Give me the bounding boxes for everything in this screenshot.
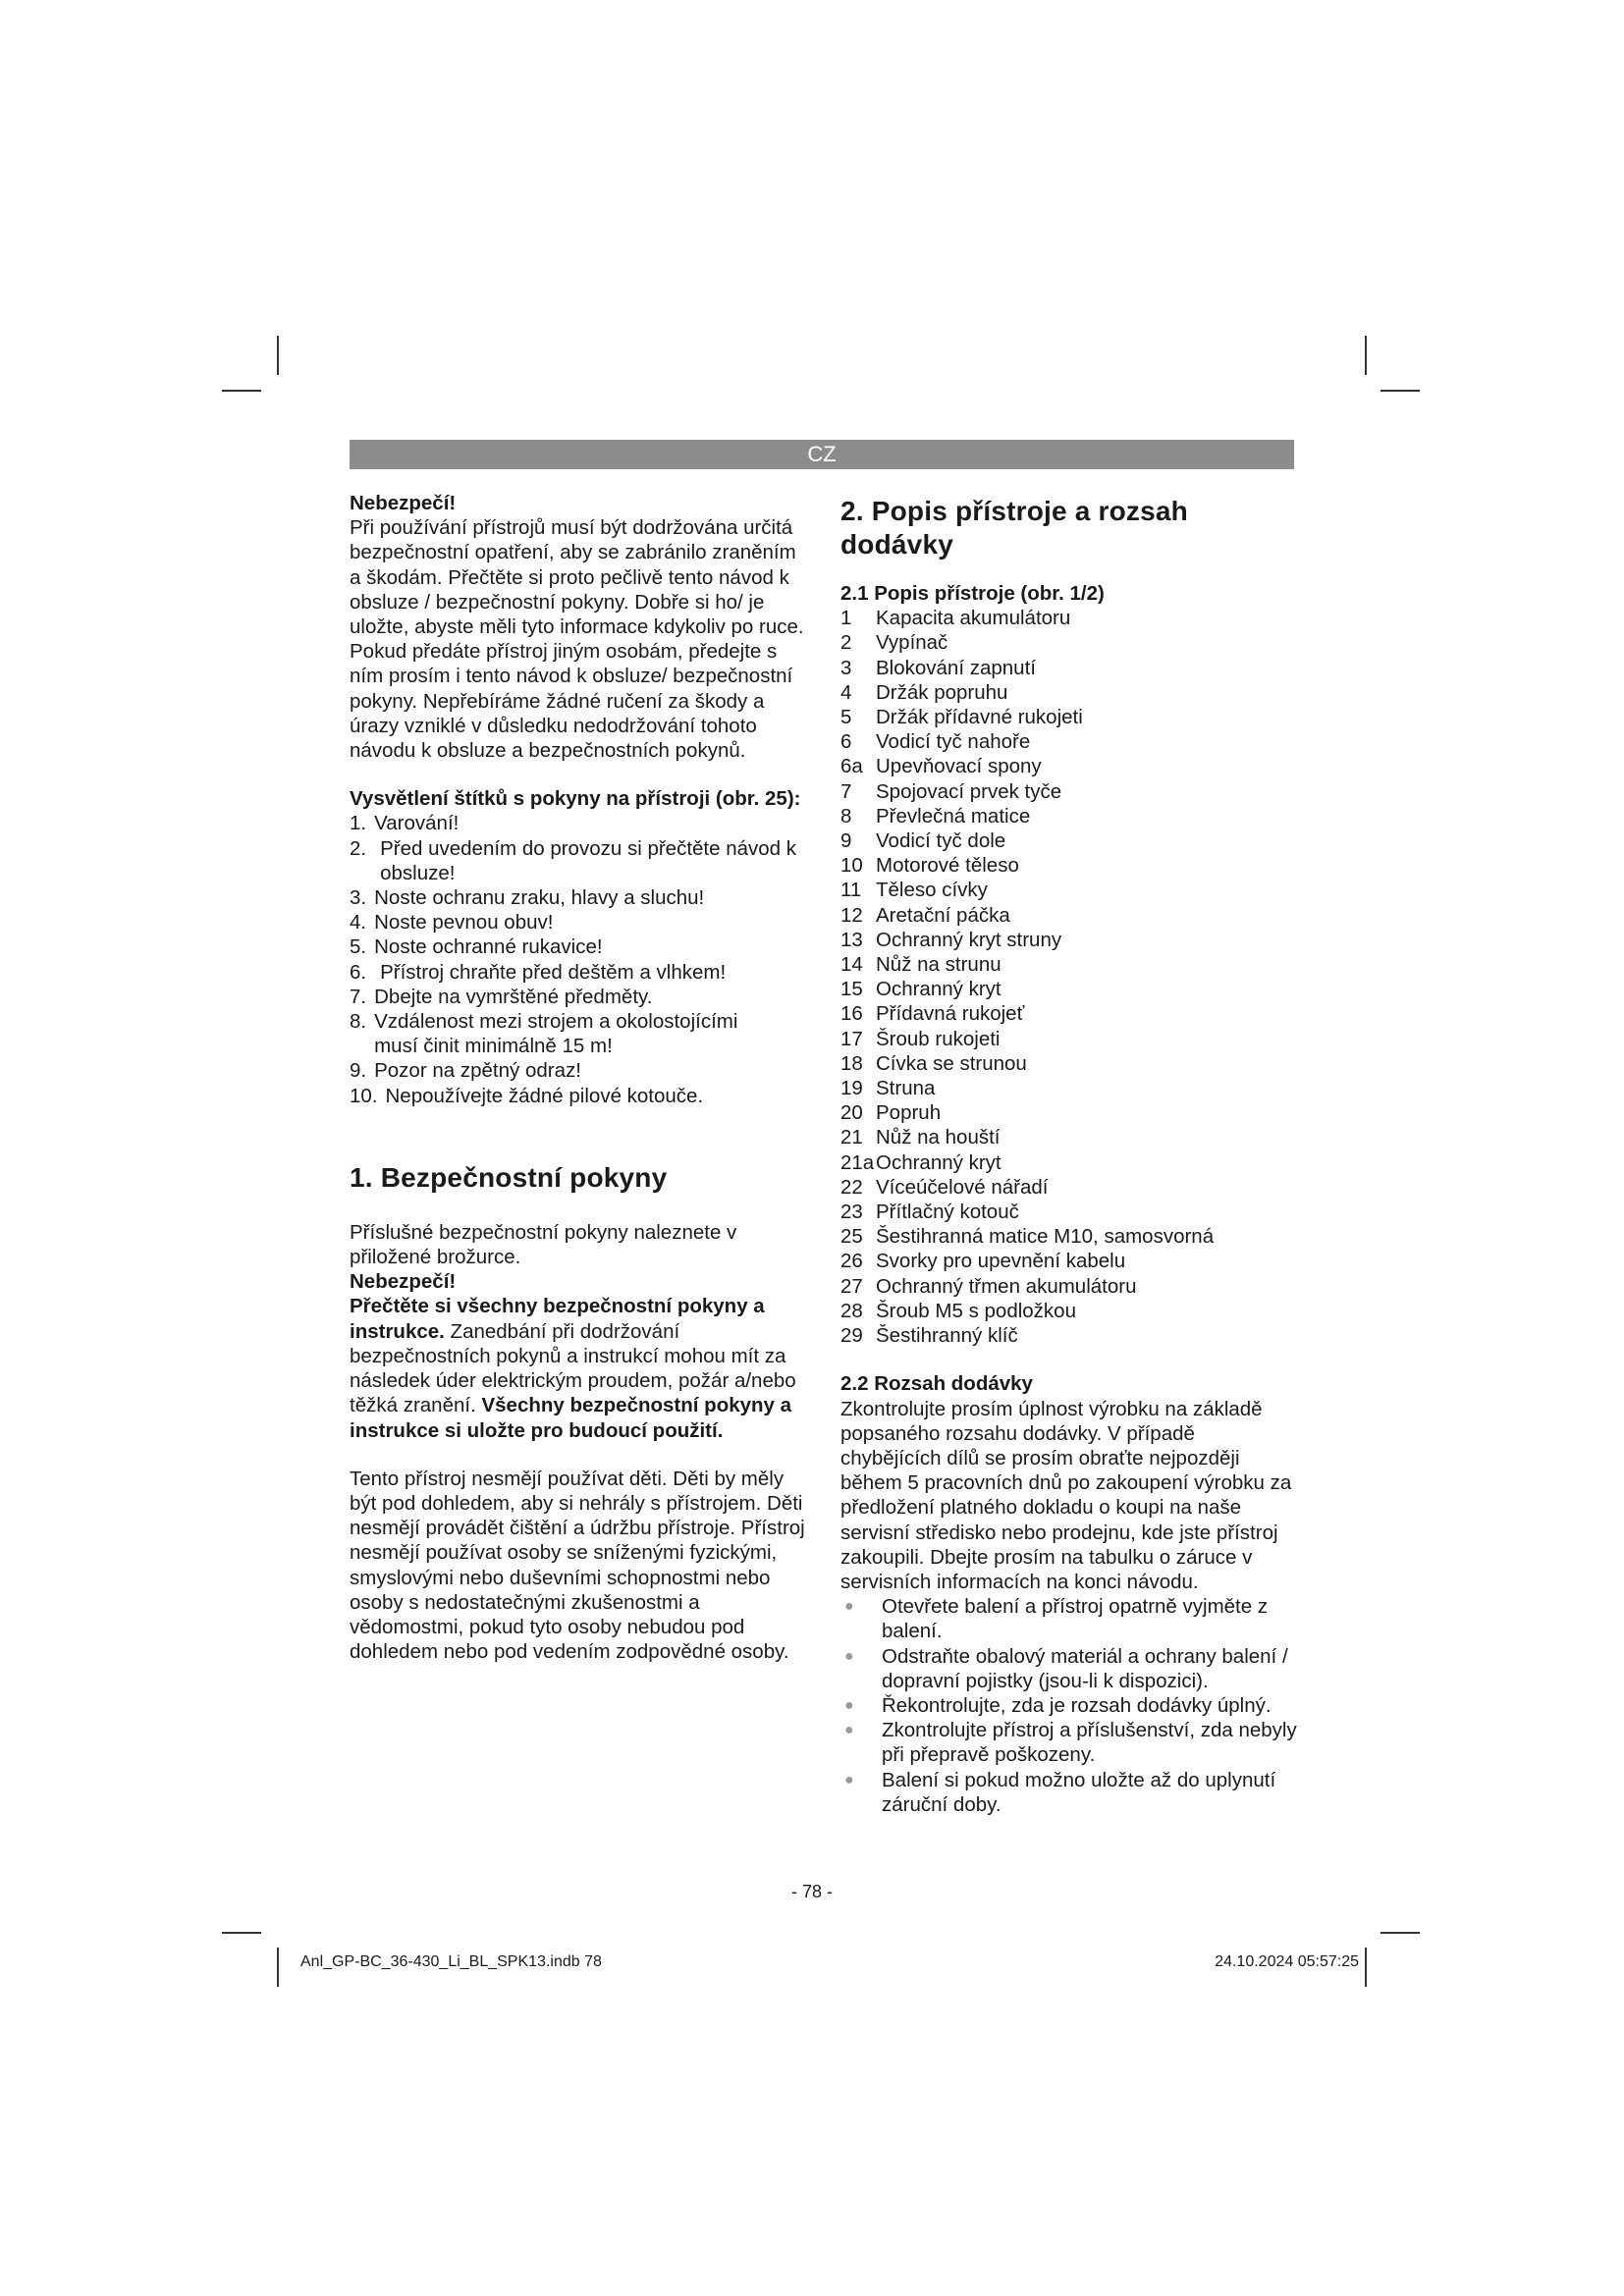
parts-item-number: 12 [840, 903, 863, 927]
parts-item-number: 21a [840, 1150, 875, 1174]
parts-item-number: 10 [840, 854, 863, 878]
section-2-title: 2. Popis přístroje a rozsah dodávky [840, 496, 1188, 560]
bullet-item [840, 1693, 1298, 1718]
parts-item [840, 903, 1298, 928]
labels-list [350, 811, 811, 1107]
parts-item-number: 22 [840, 1175, 863, 1199]
parts-item-number: 11 [840, 879, 862, 902]
parts-item-label: Šroub rukojeti [876, 1027, 1001, 1050]
parts-item-number: 16 [840, 1002, 863, 1026]
parts-item [840, 1200, 1298, 1224]
bullet-icon: ● [844, 1771, 854, 1789]
parts-item [840, 853, 1298, 878]
labels-item: 2. Před uvedením do provozu si přečtěte návod k obsluze! [350, 836, 797, 884]
parts-item [840, 1323, 1298, 1348]
right-column [840, 491, 1298, 1817]
parts-item-label: Vodicí tyč nahoře [876, 730, 1031, 754]
bullet-icon: ● [844, 1696, 854, 1714]
bullet-item [840, 1594, 1298, 1643]
parts-item-label: Šroub M5 s podložkou [876, 1299, 1076, 1322]
danger-title: Nebezpečí! [350, 492, 457, 514]
crop-mark-tr-horizontal [1380, 390, 1420, 392]
section-2-1-title: 2.1 Popis přístroje (obr. 1/2) [840, 582, 1105, 605]
parts-item [840, 1249, 1298, 1273]
parts-item-label: Přídavná rukojeť [876, 1002, 1025, 1026]
parts-item-label: Šestihranný klíč [876, 1324, 1018, 1348]
parts-item-number: 3 [840, 656, 852, 679]
parts-item-label: Ochranný kryt [876, 1150, 1001, 1174]
parts-item-number: 21 [840, 1126, 863, 1149]
parts-item-label: Blokování zapnutí [876, 656, 1036, 679]
parts-item [840, 1076, 1298, 1100]
bullet-text: Odstraňte obalový materiál a ochrany balení / dopravní pojistky (jsou-li k dispozici). [882, 1644, 1288, 1692]
section-1-title: 1. Bezpečnostní pokyny [350, 1161, 668, 1193]
footer-datetime: 24.10.2024 05:57:25 [1215, 1953, 1359, 1970]
parts-item-label: Motorové těleso [876, 854, 1019, 878]
parts-item-label: Kapacita akumulátoru [876, 607, 1071, 630]
parts-item-label: Cívka se strunou [876, 1051, 1027, 1075]
parts-item-label: Těleso cívky [876, 879, 988, 902]
parts-item [840, 779, 1298, 804]
crop-mark-bl-horizontal [222, 1932, 261, 1934]
parts-item-label: Držák přídavné rukojeti [876, 706, 1083, 729]
parts-item-label: Ochranný kryt [876, 978, 1001, 1001]
bullet-item [840, 1644, 1298, 1693]
parts-item-number: 15 [840, 978, 863, 1001]
parts-item-label: Struna [876, 1077, 936, 1100]
parts-item [840, 705, 1298, 729]
parts-item-number: 6a [840, 755, 863, 778]
bullets-list [840, 1594, 1298, 1817]
parts-item [840, 1150, 1298, 1175]
footer-file: Anl_GP-BC_36-430_Li_BL_SPK13.indb 78 [300, 1953, 602, 1970]
labels-item: 9. Pozor na zpětný odraz! [350, 1059, 581, 1083]
section-2-2-text: Zkontrolujte prosím úplnost výrobku na základě popsaného rozsahu dodávky. V případě chybějících dílů se prosím obraťte nejpozději během 5 pracovních dnů po zakoupení výrobku za předložení platného dokladu o koupi na naše servisní středisko nebo prodejnu, kde jste přístroj zakoupili. Dbejte prosím na tabulku o záruce v servisních informacích na konci návodu. [840, 1397, 1292, 1593]
parts-list [840, 606, 1298, 1348]
parts-item-number: 6 [840, 730, 852, 754]
parts-item [840, 1051, 1298, 1076]
language-label: CZ [807, 442, 837, 466]
parts-item [840, 754, 1298, 778]
parts-item-label: Svorky pro upevnění kabelu [876, 1250, 1126, 1273]
parts-item [840, 1299, 1298, 1323]
crop-mark-bl-vertical [277, 1948, 279, 1987]
labels-item: 4. Noste pevnou obuv! [350, 911, 554, 934]
parts-item-label: Spojovací prvek tyče [876, 779, 1062, 803]
bullet-text: Otevřete balení a přístroj opatrně vyjměte z balení. [882, 1595, 1269, 1643]
parts-item-label: Aretační páčka [876, 903, 1010, 927]
parts-item-number: 25 [840, 1225, 863, 1249]
parts-item [840, 828, 1298, 853]
parts-item-label: Nůž na strunu [876, 953, 1001, 977]
parts-item [840, 1224, 1298, 1249]
parts-item-label: Šestihranná matice M10, samosvorná [876, 1225, 1215, 1249]
parts-item-number: 8 [840, 804, 852, 828]
parts-item [840, 928, 1298, 952]
page-number: - 78 - [790, 1882, 833, 1901]
labels-item: 7. Dbejte na vymrštěné předměty. [350, 985, 653, 1008]
parts-item [840, 1001, 1298, 1026]
parts-item-number: 7 [840, 779, 852, 803]
parts-item-number: 27 [840, 1274, 863, 1298]
parts-item-label: Vypínač [876, 631, 948, 655]
parts-item-label: Přítlačný kotouč [876, 1201, 1019, 1224]
section-1-warning [350, 1294, 811, 1442]
labels-item: 5. Noste ochranné rukavice! [350, 935, 603, 959]
parts-item-label: Popruh [876, 1101, 942, 1125]
labels-item: 8. Vzdálenost mezi strojem a okolostojícími musí činit minimálně 15 m! [350, 1010, 738, 1058]
parts-item-number: 9 [840, 829, 852, 853]
parts-item-number: 26 [840, 1250, 863, 1273]
parts-item [840, 606, 1298, 630]
parts-item-number: 1 [840, 607, 852, 630]
crop-mark-tl-horizontal [222, 390, 261, 392]
bullet-icon: ● [844, 1722, 854, 1739]
left-column [350, 491, 811, 1664]
labels-item: 3. Noste ochranu zraku, hlavy a sluchu! [350, 886, 705, 910]
crop-mark-tr-vertical [1365, 336, 1367, 375]
labels-item: 1. Varování! [350, 812, 460, 835]
bullet-icon: ● [844, 1647, 854, 1665]
parts-item-label: Převlečná matice [876, 804, 1031, 828]
parts-item [840, 656, 1298, 680]
parts-item [840, 952, 1298, 977]
parts-item [840, 878, 1298, 902]
parts-item-label: Nůž na houští [876, 1126, 1001, 1149]
language-header-bar [350, 440, 1294, 469]
parts-item [840, 680, 1298, 705]
parts-item-number: 29 [840, 1324, 863, 1348]
parts-item-label: Ochranný třmen akumulátoru [876, 1274, 1137, 1298]
parts-item-number: 19 [840, 1077, 863, 1100]
parts-item [840, 1027, 1298, 1051]
parts-item [840, 1100, 1298, 1125]
parts-item-number: 18 [840, 1051, 863, 1075]
bullet-item [840, 1768, 1298, 1817]
parts-item-number: 13 [840, 928, 863, 951]
bullet-text: Řekontrolujte, zda je rozsah dodávky úplný. [882, 1693, 1272, 1717]
crop-mark-br-horizontal [1380, 1932, 1420, 1934]
parts-item-number: 28 [840, 1299, 863, 1322]
parts-item [840, 630, 1298, 655]
labels-title: Vysvětlení štítků s pokyny na přístroji (obr. 25): [350, 787, 801, 811]
parts-item [840, 804, 1298, 828]
parts-item-number: 14 [840, 953, 863, 977]
section-1-bold-2: Všechny bezpečnostní pokyny a instrukce si uložte pro budoucí použití. [350, 1394, 792, 1442]
section-1-bold-1: Přečtěte si všechny bezpečnostní pokyny a instrukce. [350, 1295, 765, 1343]
parts-item [840, 977, 1298, 1001]
parts-item-number: 20 [840, 1101, 863, 1125]
section-1-normal: Zanedbání při dodržování bezpečnostních pokynů a instrukcí mohou mít za následek úder elektrickým proudem, požár a/nebo těžká zranění. [350, 1319, 796, 1417]
parts-item-number: 23 [840, 1201, 863, 1224]
bullet-icon: ● [844, 1598, 854, 1616]
bullet-text: Balení si pokud možno uložte až do uplynutí záruční doby. [882, 1768, 1276, 1816]
parts-item-label: Vodicí tyč dole [876, 829, 1006, 853]
parts-item-number: 17 [840, 1027, 863, 1050]
labels-item: 10. Nepoužívejte žádné pilové kotouče. [350, 1084, 704, 1107]
crop-mark-tl-vertical [277, 336, 279, 375]
children-warning: Tento přístroj nesmějí používat děti. Děti by měly být pod dohledem, aby si nehrály s přístrojem. Děti nesmějí provádět čištění a údržbu přístroje. Přístroj nesmějí používat osoby se sníženými fyzickými, smyslovými nebo duševními schopnostmi nebo osoby s nedostatečnými zkušenostmi a vědomostmi, pokud tyto osoby nebudou pod dohledem nebo pod vedením zodpovědné osoby. [350, 1467, 805, 1664]
parts-item-number: 2 [840, 631, 852, 655]
parts-item [840, 1274, 1298, 1299]
parts-item-number: 4 [840, 680, 852, 704]
section-1-danger: Nebezpečí! [350, 1270, 457, 1294]
parts-item-label: Upevňovací spony [876, 755, 1042, 778]
bullet-text: Zkontrolujte přístroj a příslušenství, zda nebyly při přepravě poškozeny. [882, 1719, 1297, 1767]
parts-item [840, 1125, 1298, 1149]
labels-item: 6. Přístroj chraňte před deštěm a vlhkem! [350, 960, 727, 984]
parts-item-label: Víceúčelové nářadí [876, 1175, 1049, 1199]
parts-item-label: Ochranný kryt struny [876, 928, 1062, 951]
parts-item [840, 729, 1298, 754]
crop-mark-br-vertical [1365, 1948, 1367, 1987]
parts-item-number: 5 [840, 706, 852, 729]
parts-item-label: Držák popruhu [876, 680, 1008, 704]
section-1-intro: Příslušné bezpečnostní pokyny naleznete v přiložené brožurce. [350, 1220, 737, 1269]
danger-text: Při používání přístrojů musí být dodržována určitá bezpečnostní opatření, aby se zabránilo zraněním a škodám. Přečtěte si proto pečlivě tento návod k obsluze / bezpečnostní pokyny. Dobře si ho/ je uložte, abyste měli tyto informace kdykoliv po ruce. Pokud předáte přístroj jiným osobám, předejte s ním prosím i tento návod k obsluze/ bezpečnostní pokyny. Nepřebíráme žádné ručení za škody a úrazy vzniklé v důsledku nedodržování tohoto návodu k obsluze a bezpečnostních pokynů. [350, 516, 804, 763]
bullet-item [840, 1718, 1298, 1767]
parts-item [840, 1175, 1298, 1200]
section-2-2-title: 2.2 Rozsah dodávky [840, 1372, 1033, 1396]
